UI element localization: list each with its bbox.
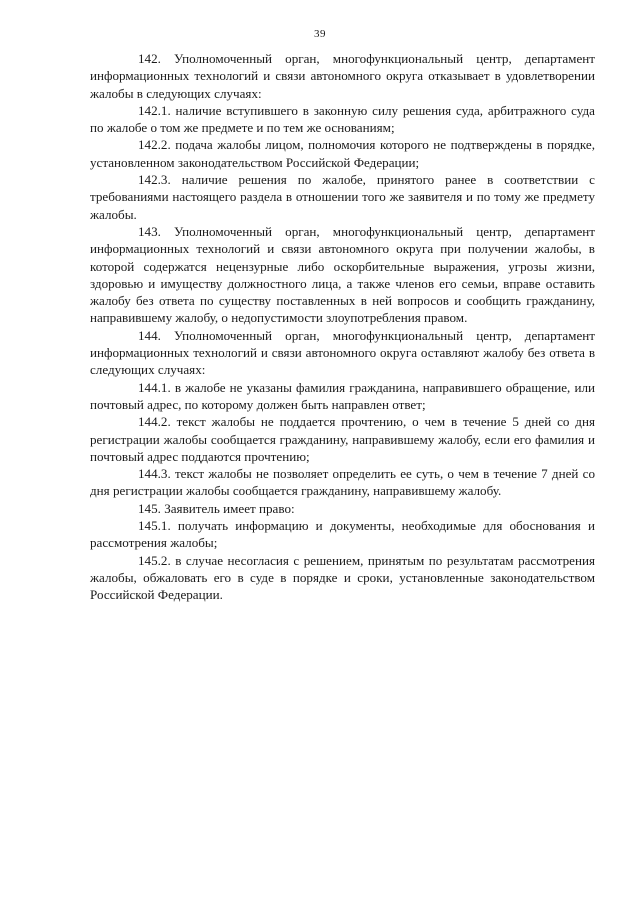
page-number: 39: [314, 28, 326, 40]
paragraph-144: 144. Уполномоченный орган, многофункциональный центр, департамент информационных технологий и связи автономного округа оставляют жалобу без ответа в следующих случаях:: [90, 327, 595, 378]
paragraph-142-1: 142.1. наличие вступившего в законную силу решения суда, арбитражного суда по жалобе о том же предмете и по тем же основаниям;: [90, 102, 595, 136]
paragraph-145-2: 145.2. в случае несогласия с решением, принятым по результатам рассмотрения жалобы, обжаловать его в суде в порядке и сроки, установленные законодательством Российской Федерации.: [90, 552, 595, 603]
document-body: [90, 50, 595, 604]
paragraph-142-3: 142.3. наличие решения по жалобе, принятого ранее в соответствии с требованиями настоящего раздела в отношении того же заявителя и по тому же предмету жалобы.: [90, 172, 595, 222]
paragraph-145-1: 145.1. получать информацию и документы, необходимые для обоснования и рассмотрения жалобы;: [90, 518, 595, 551]
paragraph-143: 143. Уполномоченный орган, многофункциональный центр, департамент информационных технологий и связи автономного округа при получении жалобы, в которой содержатся нецензурные либо оскорбительные выражения, угрозы жизни, здоровью и имуществу должностного лица, а также членов его семьи, вправе оставить жалобу без ответа по существу поставленных в ней вопросов и сообщить гражданину, направившему жалобу, о недопустимости злоупотребления правом.: [90, 223, 595, 326]
paragraph-144-2: 144.2. текст жалобы не поддается прочтению, о чем в течение 5 дней со дня регистрации жалобы сообщается гражданину, направившему жалобу, если его фамилия и почтовый адрес поддаются прочтению;: [90, 414, 595, 464]
paragraph-144-3: 144.3. текст жалобы не позволяет определить ее суть, о чем в течение 7 дней со дня регистрации жалобы сообщается гражданину, направившему жалобу.: [90, 466, 595, 499]
paragraph-145: 145. Заявитель имеет право:: [138, 500, 295, 516]
paragraph-142: 142. Уполномоченный орган, многофункциональный центр, департамент информационных технологий и связи автономного округа отказывает в удовлетворении жалобы в следующих случаях:: [90, 51, 595, 101]
paragraph-144-1: 144.1. в жалобе не указаны фамилия гражданина, направившего обращение, или почтовый адрес, по которому должен быть направлен ответ;: [90, 379, 595, 412]
paragraph-142-2: 142.2. подача жалобы лицом, полномочия которого не подтверждены в порядке, установленном законодательством Российской Федерации;: [90, 137, 595, 170]
